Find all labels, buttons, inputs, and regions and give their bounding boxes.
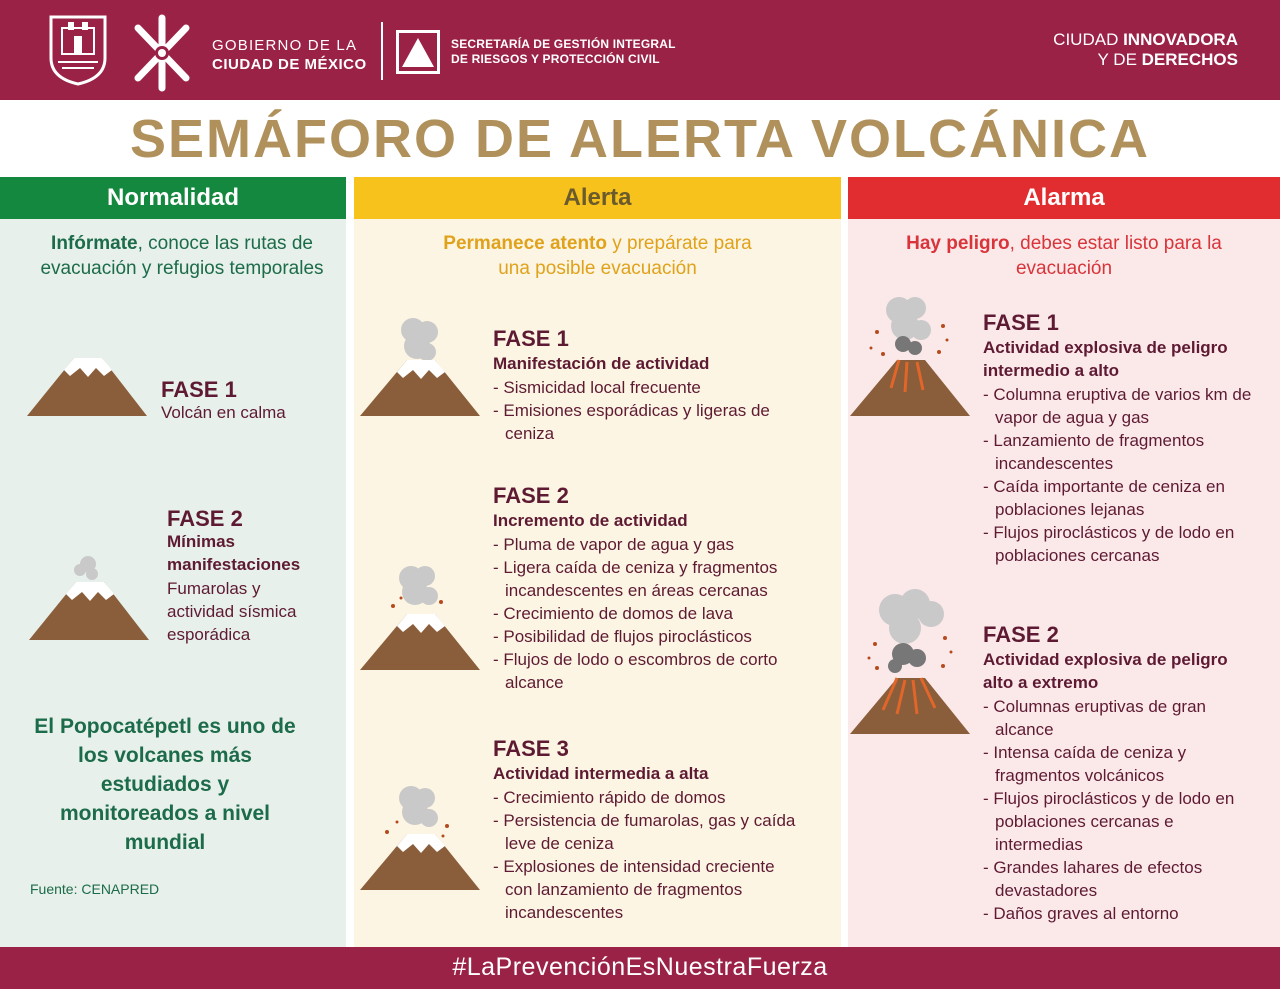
alerta-fase2-sub: Incremento de actividad <box>493 511 688 530</box>
normalidad-fase2-sub <box>167 530 300 576</box>
alarma-fase2-list <box>983 695 1258 925</box>
popo-line-1: El Popocatépetl es uno de <box>34 715 296 738</box>
volcano-large-eruption-icon <box>847 588 973 738</box>
popo-line-4: monitoreados a nivel <box>59 802 271 825</box>
alerta-fase3-sub: Actividad intermedia a alta <box>493 764 709 783</box>
alarma-intro-rest-2: evacuación <box>1015 258 1113 279</box>
popo-line-3: estudiados y <box>100 773 230 796</box>
volcano-calm-icon <box>24 350 150 420</box>
tagline-2a: Y DE <box>1097 50 1142 69</box>
cdmx-shield-icon <box>48 14 108 86</box>
alarma-fase2-item: - Daños graves al entorno <box>983 904 1179 923</box>
volcano-eruption-icon <box>847 292 973 420</box>
alerta-fase3-item: - Persistencia de fumarolas, gas y caída leve de ceniza <box>493 811 796 853</box>
alarma-intro-rest-1: , debes estar listo para la <box>1009 233 1222 254</box>
normalidad-header: Normalidad <box>0 177 346 219</box>
alarma-fase1-sub <box>983 336 1228 382</box>
gov-wordmark <box>212 36 367 74</box>
alerta-intro-rest-1: y prepárate para <box>606 233 752 254</box>
normalidad-fase2-sub-2: manifestaciones <box>167 555 301 574</box>
alarma-fase1-item: - Caída importante de ceniza en poblaciones lejanas <box>983 477 1225 519</box>
normalidad-fase2-title: FASE 2 <box>167 506 243 531</box>
alerta-fase2-item: - Posibilidad de flujos piroclásticos <box>493 627 752 646</box>
alarma-fase1-title: FASE 1 <box>983 310 1059 335</box>
normalidad-fase2-desc-1: Fumarolas y <box>167 579 261 598</box>
volcano-plume-icon <box>357 314 483 420</box>
alerta-header: Alerta <box>354 177 841 219</box>
header-bar <box>0 0 1280 100</box>
header-divider <box>381 22 383 80</box>
page-title: SEMÁFORO DE ALERTA VOLCÁNICA <box>130 109 1150 169</box>
alarma-fase2-sub-2: alto a extremo <box>983 673 1099 692</box>
alerta-fase3-list <box>493 786 803 924</box>
volcano-explosion-icon <box>357 782 483 894</box>
source-note: Fuente: CENAPRED <box>30 881 160 897</box>
normalidad-intro-bold: Infórmate <box>51 233 138 254</box>
secretaria-line-1: SECRETARÍA DE GESTIÓN INTEGRAL <box>451 37 676 51</box>
alerta-intro <box>354 231 841 281</box>
alarma-intro-bold: Hay peligro <box>906 233 1010 254</box>
gov-line-1: GOBIERNO DE LA <box>212 37 358 54</box>
normalidad-fase2-sub-1: Mínimas <box>167 532 236 551</box>
alarma-fase2-sub <box>983 648 1228 694</box>
alerta-fase1-item: - Emisiones esporádicas y ligeras de ceniza <box>493 401 770 443</box>
alarma-fase2-item: - Grandes lahares de efectos devastadores <box>983 858 1203 900</box>
alerta-fase2-item: - Ligera caída de ceniza y fragmentos incandescentes en áreas cercanas <box>493 558 778 600</box>
secretaria-wordmark <box>451 37 676 67</box>
tagline-2b: DERECHOS <box>1141 50 1238 69</box>
alerta-intro-bold: Permanece atento <box>443 233 607 254</box>
volcano-ash-icon <box>357 562 483 674</box>
popo-line-5: mundial <box>124 831 206 854</box>
civil-protection-triangle-icon <box>396 30 440 74</box>
normalidad-fase1-title: FASE 1 <box>161 377 237 402</box>
normalidad-fase2-desc-3: esporádica <box>167 625 251 644</box>
alerta-fase1-title: FASE 1 <box>493 326 569 351</box>
alerta-intro-rest-2: una posible evacuación <box>498 258 697 279</box>
normalidad-fase1-desc: Volcán en calma <box>161 403 286 422</box>
alerta-fase1-sub: Manifestación de actividad <box>493 354 710 373</box>
gov-line-2: CIUDAD DE MÉXICO <box>212 56 367 73</box>
normalidad-intro <box>0 231 364 281</box>
footer-hashtag: #LaPrevenciónEsNuestraFuerza <box>0 947 1280 989</box>
normalidad-intro-rest-2: evacuación y refugios temporales <box>40 258 324 279</box>
city-tagline <box>1053 30 1238 70</box>
popo-line-2: los volcanes más <box>78 744 252 767</box>
alarma-fase1-item: - Lanzamiento de fragmentos incandescentes <box>983 431 1205 473</box>
alarma-header: Alarma <box>848 177 1280 219</box>
alarma-fase2-item: - Columnas eruptivas de gran alcance <box>983 697 1207 739</box>
alerta-fase2-item: - Crecimiento de domos de lava <box>493 604 734 623</box>
alarma-fase1-list <box>983 383 1263 567</box>
alerta-fase1-list <box>493 376 803 445</box>
alarma-fase2-item: - Intensa caída de ceniza y fragmentos volcánicos <box>983 743 1187 785</box>
alerta-fase3-title: FASE 3 <box>493 736 569 761</box>
alarma-fase2-item: - Flujos piroclásticos y de lodo en poblaciones cercanas e intermedias <box>983 789 1235 854</box>
secretaria-line-2: DE RIESGOS Y PROTECCIÓN CIVIL <box>451 52 660 66</box>
normalidad-intro-rest-1: , conoce las rutas de <box>137 233 313 254</box>
alarma-fase1-sub-1: Actividad explosiva de peligro <box>983 338 1228 357</box>
alarma-fase1-sub-2: intermedio a alto <box>983 361 1120 380</box>
alarma-fase1-item: - Columna eruptiva de varios km de vapor de agua y gas <box>983 385 1252 427</box>
volcano-fumarole-icon <box>26 552 152 644</box>
tagline-1a: CIUDAD <box>1053 30 1124 49</box>
popocatepetl-note <box>20 712 310 857</box>
alerta-fase3-item: - Crecimiento rápido de domos <box>493 788 726 807</box>
tagline-1b: INNOVADORA <box>1123 30 1238 49</box>
alerta-fase2-list <box>493 533 803 694</box>
alerta-fase2-title: FASE 2 <box>493 483 569 508</box>
normalidad-fase2-desc <box>167 577 296 646</box>
alerta-fase2-item: - Flujos de lodo o escombros de corto alcance <box>493 650 778 692</box>
alerta-fase2-item: - Pluma de vapor de agua y gas <box>493 535 734 554</box>
cdmx-logo-icon <box>128 14 196 92</box>
alarma-fase2-title: FASE 2 <box>983 622 1059 647</box>
alarma-intro <box>848 231 1280 281</box>
normalidad-fase2-desc-2: actividad sísmica <box>167 602 297 621</box>
alarma-fase1-item: - Flujos piroclásticos y de lodo en poblaciones cercanas <box>983 523 1235 565</box>
alerta-fase1-item: - Sismicidad local frecuente <box>493 378 701 397</box>
alerta-fase3-item: - Explosiones de intensidad creciente con lanzamiento de fragmentos incandescentes <box>493 857 775 922</box>
alarma-fase2-sub-1: Actividad explosiva de peligro <box>983 650 1228 669</box>
